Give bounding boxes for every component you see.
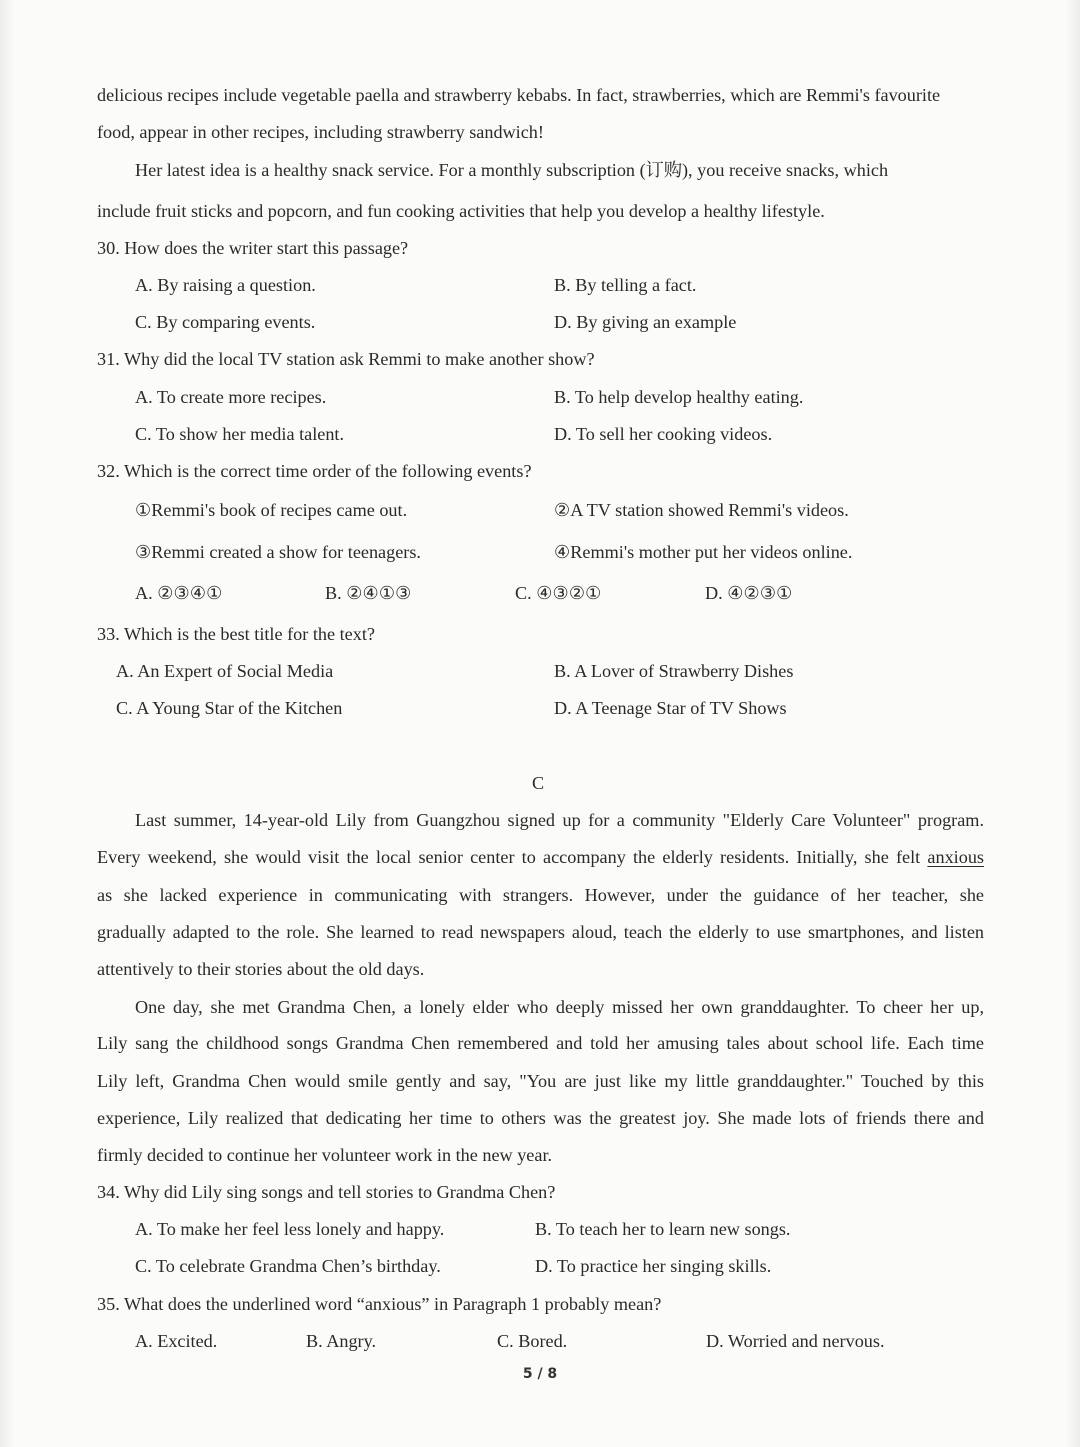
q34-option-d: D. To practice her singing skills. — [535, 1256, 772, 1276]
passage-c-line: as she lacked experience in communicating with strangers. However, under the guidance of her teacher, she — [97, 885, 984, 905]
q32-option-c: C. ④③②① — [515, 583, 602, 603]
passage-b-line: delicious recipes include vegetable paella and strawberry kebabs. In fact, strawberries, which are Remmi's favourite — [97, 85, 941, 105]
q34-option-a: A. To make her feel less lonely and happy. — [135, 1219, 445, 1239]
q33-option-b: B. A Lover of Strawberry Dishes — [554, 661, 794, 681]
passage-c-line: firmly decided to continue her volunteer work in the new year. — [97, 1145, 553, 1165]
q31-option-a: A. To create more recipes. — [135, 387, 327, 407]
q30-option-b: B. By telling a fact. — [554, 275, 697, 295]
q32-option-d: D. ④②③① — [705, 583, 793, 603]
q32-event-4: ④Remmi's mother put her videos online. — [554, 542, 853, 562]
passage-c-line-text: Every weekend, she would visit the local senior center to accompany the elderly residents. Initially, she felt — [97, 847, 921, 867]
q33-option-a: A. An Expert of Social Media — [116, 661, 334, 681]
question-32-stem: 32. Which is the correct time order of the following events? — [97, 461, 532, 481]
q32-event-1: ①Remmi's book of recipes came out. — [135, 500, 408, 520]
q34-option-c: C. To celebrate Grandma Chen’s birthday. — [135, 1256, 441, 1276]
q35-option-a: A. Excited. — [135, 1331, 218, 1351]
question-31-stem: 31. Why did the local TV station ask Remmi to make another show? — [97, 349, 595, 369]
underlined-word-anxious: anxious — [927, 847, 984, 867]
q30-option-c: C. By comparing events. — [135, 312, 316, 332]
passage-c-line: One day, she met Grandma Chen, a lonely elder who deeply missed her own granddaughter. To cheer her up, — [135, 997, 984, 1017]
q32-option-b: B. ②④①③ — [325, 583, 412, 603]
q30-option-a: A. By raising a question. — [135, 275, 316, 295]
passage-c-line — [97, 846, 984, 868]
q35-option-d: D. Worried and nervous. — [706, 1331, 885, 1351]
passage-b-line: food, appear in other recipes, including strawberry sandwich! — [97, 122, 544, 142]
q31-option-b: B. To help develop healthy eating. — [554, 387, 804, 407]
q33-option-c: C. A Young Star of the Kitchen — [116, 698, 343, 718]
question-30-stem: 30. How does the writer start this passage? — [97, 238, 409, 258]
passage-b-line: include fruit sticks and popcorn, and fun cooking activities that help you develop a healthy lifestyle. — [97, 201, 825, 221]
passage-c-line: attentively to their stories about the old days. — [97, 959, 425, 979]
page-number: 5 / 8 — [522, 1366, 558, 1382]
q35-option-c: C. Bored. — [497, 1331, 568, 1351]
q33-option-d: D. A Teenage Star of TV Shows — [554, 698, 787, 718]
q35-option-b: B. Angry. — [306, 1331, 377, 1351]
question-35-stem: 35. What does the underlined word “anxious” in Paragraph 1 probably mean? — [97, 1294, 662, 1314]
passage-c-line: experience, Lily realized that dedicating her time to others was the greatest joy. She made lots of friends there and — [97, 1108, 984, 1128]
q31-option-d: D. To sell her cooking videos. — [554, 424, 773, 444]
passage-c-line: gradually adapted to the role. She learned to read newspapers aloud, teach the elderly to use smartphones, and listen — [97, 922, 984, 942]
passage-b-line: Her latest idea is a healthy snack service. For a monthly subscription (订购), you receive snacks, which — [135, 160, 889, 180]
q31-option-c: C. To show her media talent. — [135, 424, 345, 444]
q34-option-b: B. To teach her to learn new songs. — [535, 1219, 791, 1239]
q30-option-d: D. By giving an example — [554, 312, 737, 332]
q32-option-a: A. ②③④① — [135, 583, 223, 603]
passage-c-line: Last summer, 14-year-old Lily from Guangzhou signed up for a community "Elderly Care Volunteer" program. — [135, 810, 984, 830]
passage-c-line: Lily sang the childhood songs Grandma Chen remembered and told her amusing tales about school life. Each time — [97, 1033, 984, 1053]
question-34-stem: 34. Why did Lily sing songs and tell stories to Grandma Chen? — [97, 1182, 556, 1202]
passage-c-line: Lily left, Grandma Chen would smile gently and say, "You are just like my little granddaughter." Touched by this — [97, 1071, 984, 1091]
question-33-stem: 33. Which is the best title for the text? — [97, 624, 375, 644]
q32-event-2: ②A TV station showed Remmi's videos. — [554, 500, 849, 520]
q32-event-3: ③Remmi created a show for teenagers. — [135, 542, 421, 562]
passage-c-heading: C — [532, 773, 545, 793]
